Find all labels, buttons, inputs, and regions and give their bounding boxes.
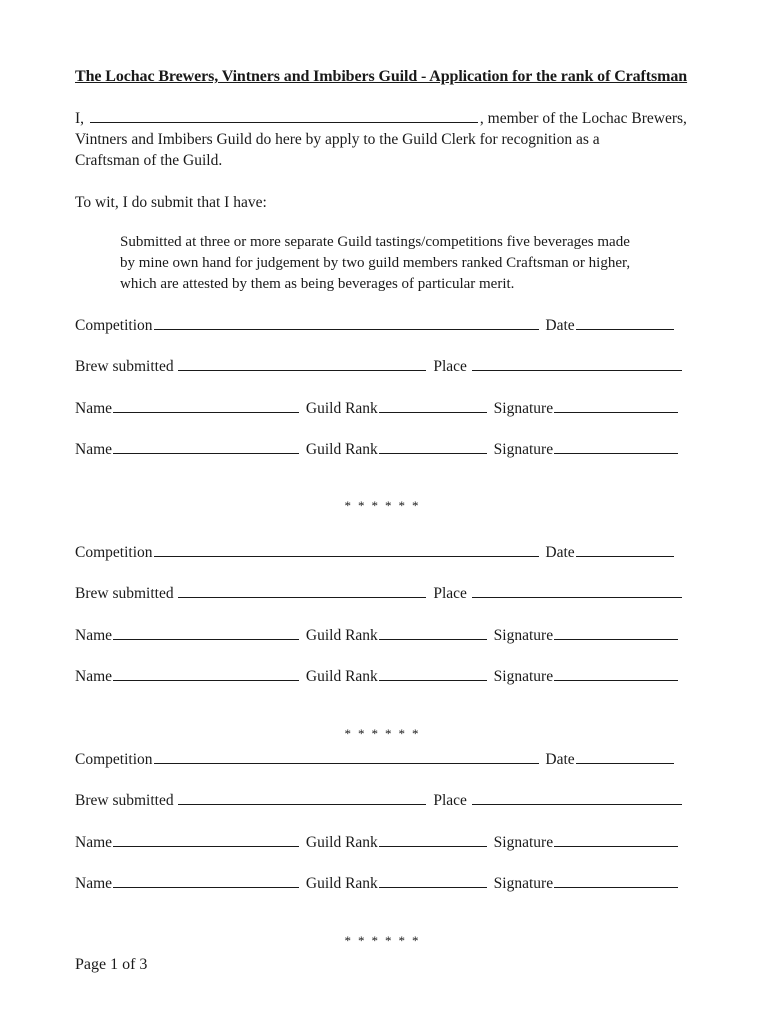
signature-label: Signature	[493, 834, 554, 851]
signature-label: Signature	[493, 441, 554, 458]
place-field[interactable]	[472, 356, 682, 371]
competition-label: Competition	[75, 751, 153, 768]
section-separator-3: ******	[344, 933, 426, 948]
section-separator-1: ******	[344, 498, 426, 513]
competition-label: Competition	[75, 317, 153, 334]
section-separator-2: ******	[344, 726, 426, 741]
judge-name-field[interactable]	[113, 832, 299, 847]
competition-row-3	[75, 749, 677, 769]
competition-label: Competition	[75, 544, 153, 561]
guild-rank-label: Guild Rank	[305, 627, 378, 644]
place-field[interactable]	[472, 583, 682, 598]
guild-rank-field[interactable]	[379, 832, 487, 847]
brew-submitted-field[interactable]	[178, 356, 426, 371]
date-field[interactable]	[576, 542, 674, 557]
signature-field[interactable]	[554, 666, 678, 681]
guild-rank-field[interactable]	[379, 873, 487, 888]
judge-row-1b	[75, 439, 681, 459]
guild-rank-label: Guild Rank	[305, 441, 378, 458]
guild-rank-field[interactable]	[379, 439, 487, 454]
competition-field[interactable]	[154, 749, 539, 764]
to-wit-text: To wit, I do submit that I have:	[75, 194, 267, 211]
judge-name-field[interactable]	[113, 625, 299, 640]
place-label: Place	[433, 585, 467, 602]
signature-label: Signature	[493, 400, 554, 417]
place-field[interactable]	[472, 790, 682, 805]
judge-name-field[interactable]	[113, 439, 299, 454]
brew-submitted-label: Brew submitted	[75, 585, 174, 602]
date-label: Date	[545, 317, 575, 334]
signature-label: Signature	[493, 627, 554, 644]
intro-suffix: , member of the Lochac Brewers,	[479, 110, 687, 127]
signature-field[interactable]	[554, 625, 678, 640]
page-number: Page 1 of 3	[75, 956, 148, 973]
guild-rank-label: Guild Rank	[305, 834, 378, 851]
requirement-paragraph	[120, 232, 700, 295]
intro-line-2: Vintners and Imbibers Guild do here by apply to the Guild Clerk for recognition as a	[75, 131, 600, 148]
judge-row-2b	[75, 666, 681, 686]
guild-rank-label: Guild Rank	[305, 400, 378, 417]
signature-label: Signature	[493, 668, 554, 685]
date-field[interactable]	[576, 315, 674, 330]
judge-name-field[interactable]	[113, 873, 299, 888]
intro-line-1	[75, 108, 705, 129]
signature-field[interactable]	[554, 398, 678, 413]
document-title: The Lochac Brewers, Vintners and Imbibers Guild - Application for the rank of Craftsman	[75, 68, 688, 85]
place-label: Place	[433, 792, 467, 809]
name-label: Name	[75, 875, 113, 892]
signature-label: Signature	[493, 875, 554, 892]
place-label: Place	[433, 358, 467, 375]
guild-rank-field[interactable]	[379, 625, 487, 640]
judge-row-2a	[75, 625, 681, 645]
requirement-line-3: which are attested by them as being beverages of particular merit.	[120, 276, 515, 292]
brew-row-3	[75, 790, 685, 810]
judge-row-1a	[75, 398, 681, 418]
date-field[interactable]	[576, 749, 674, 764]
brew-submitted-label: Brew submitted	[75, 358, 174, 375]
requirement-line-2: by mine own hand for judgement by two guild members ranked Craftsman or higher,	[120, 255, 631, 271]
brew-submitted-field[interactable]	[178, 583, 426, 598]
name-label: Name	[75, 834, 113, 851]
guild-rank-label: Guild Rank	[305, 668, 378, 685]
judge-row-3b	[75, 873, 681, 893]
judge-name-field[interactable]	[113, 666, 299, 681]
judge-name-field[interactable]	[113, 398, 299, 413]
name-label: Name	[75, 441, 113, 458]
competition-row-1	[75, 315, 677, 335]
guild-rank-field[interactable]	[379, 398, 487, 413]
name-label: Name	[75, 668, 113, 685]
brew-row-1	[75, 356, 685, 376]
competition-field[interactable]	[154, 315, 539, 330]
name-label: Name	[75, 627, 113, 644]
intro-line-3: Craftsman of the Guild.	[75, 152, 223, 169]
name-label: Name	[75, 400, 113, 417]
intro-prefix: I,	[75, 110, 85, 127]
applicant-name-field[interactable]	[90, 108, 478, 123]
judge-row-3a	[75, 832, 681, 852]
signature-field[interactable]	[554, 832, 678, 847]
competition-row-2	[75, 542, 677, 562]
competition-field[interactable]	[154, 542, 539, 557]
brew-submitted-field[interactable]	[178, 790, 426, 805]
signature-field[interactable]	[554, 439, 678, 454]
guild-rank-field[interactable]	[379, 666, 487, 681]
date-label: Date	[545, 751, 575, 768]
date-label: Date	[545, 544, 575, 561]
guild-rank-label: Guild Rank	[305, 875, 378, 892]
intro-paragraph	[75, 108, 705, 171]
brew-row-2	[75, 583, 685, 603]
brew-submitted-label: Brew submitted	[75, 792, 174, 809]
signature-field[interactable]	[554, 873, 678, 888]
requirement-line-1: Submitted at three or more separate Guild tastings/competitions five beverages made	[120, 234, 630, 250]
